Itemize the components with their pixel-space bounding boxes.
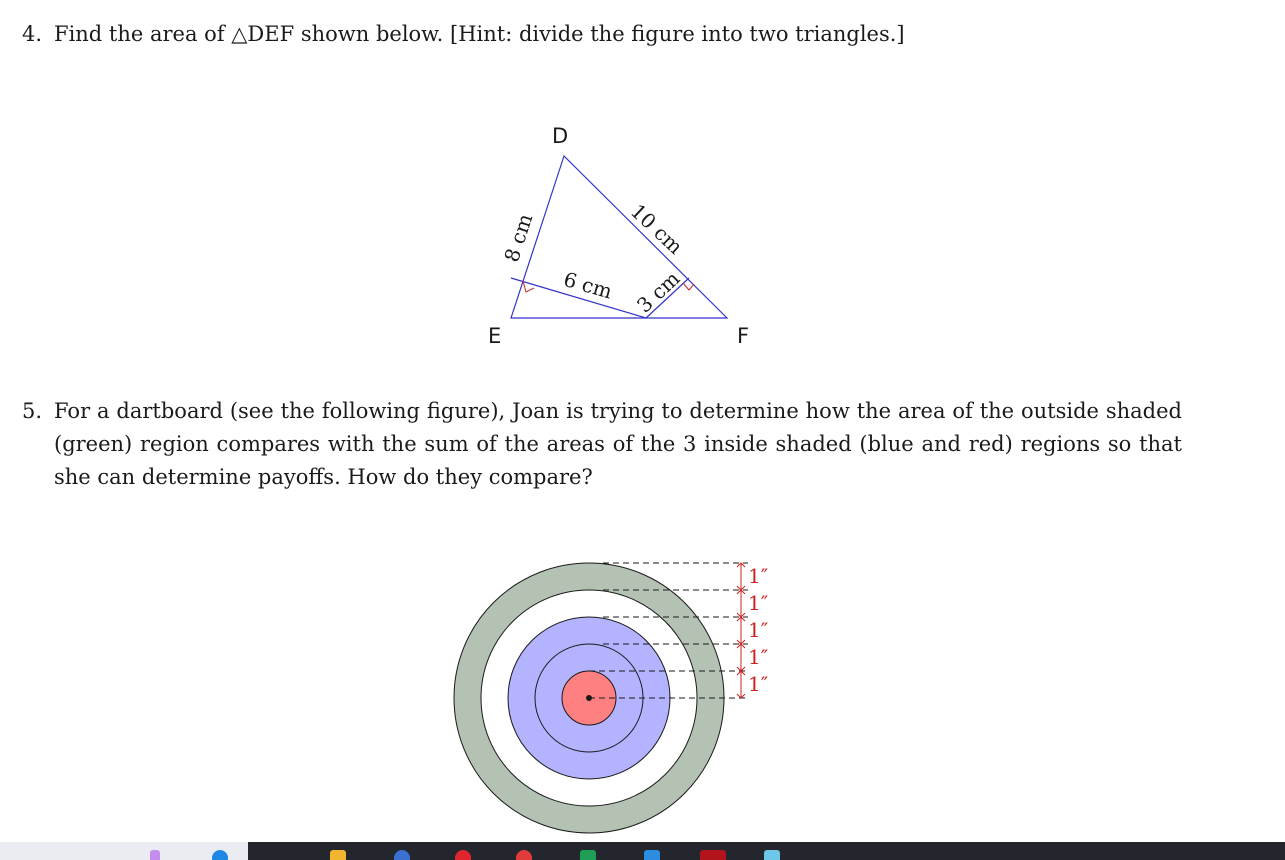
opera-icon[interactable] xyxy=(455,850,471,860)
problem-number: 4. xyxy=(22,22,43,46)
side-label-de: 8 cm xyxy=(499,210,538,265)
taskbar xyxy=(0,842,1285,860)
vertex-label-e: E xyxy=(488,324,502,348)
browser-icon[interactable] xyxy=(394,850,410,860)
record-icon[interactable] xyxy=(516,850,532,860)
side-label-segment: 3 cm xyxy=(632,266,685,318)
problem-number: 5. xyxy=(22,399,43,423)
excel-icon[interactable] xyxy=(580,850,596,860)
problem-5 xyxy=(22,395,1182,494)
pdf-icon[interactable] xyxy=(700,850,726,860)
ring-label: 1″ xyxy=(748,591,769,615)
notepad-icon[interactable] xyxy=(764,850,780,860)
file-explorer-icon[interactable] xyxy=(330,850,346,860)
edge-icon[interactable] xyxy=(212,850,228,860)
dartboard-figure xyxy=(0,548,1285,838)
ring-label: 1″ xyxy=(748,645,769,669)
triangle-def-figure xyxy=(0,0,1285,380)
copilot-icon[interactable] xyxy=(150,850,160,860)
side-label-altitude: 6 cm xyxy=(560,266,615,304)
problem-text: For a dartboard (see the following figure), Joan is trying to determine how the area of the outside shaded (green) region compares with the sum of the areas of the 3 inside shaded (blue and red) regions so that she can determine payoffs. How do they compare? xyxy=(54,399,1182,489)
ring-label: 1″ xyxy=(748,564,769,588)
ring-label: 1″ xyxy=(748,672,769,696)
triangle-def xyxy=(511,156,727,318)
vertex-label-f: F xyxy=(737,324,750,348)
mail-icon[interactable] xyxy=(644,850,660,860)
ring-label: 1″ xyxy=(748,618,769,642)
problem-text: Find the area of △DEF shown below. [Hint: divide the figure into two triangles.] xyxy=(54,22,905,46)
vertex-label-d: D xyxy=(552,124,569,148)
side-label-df: 10 cm xyxy=(625,198,688,259)
